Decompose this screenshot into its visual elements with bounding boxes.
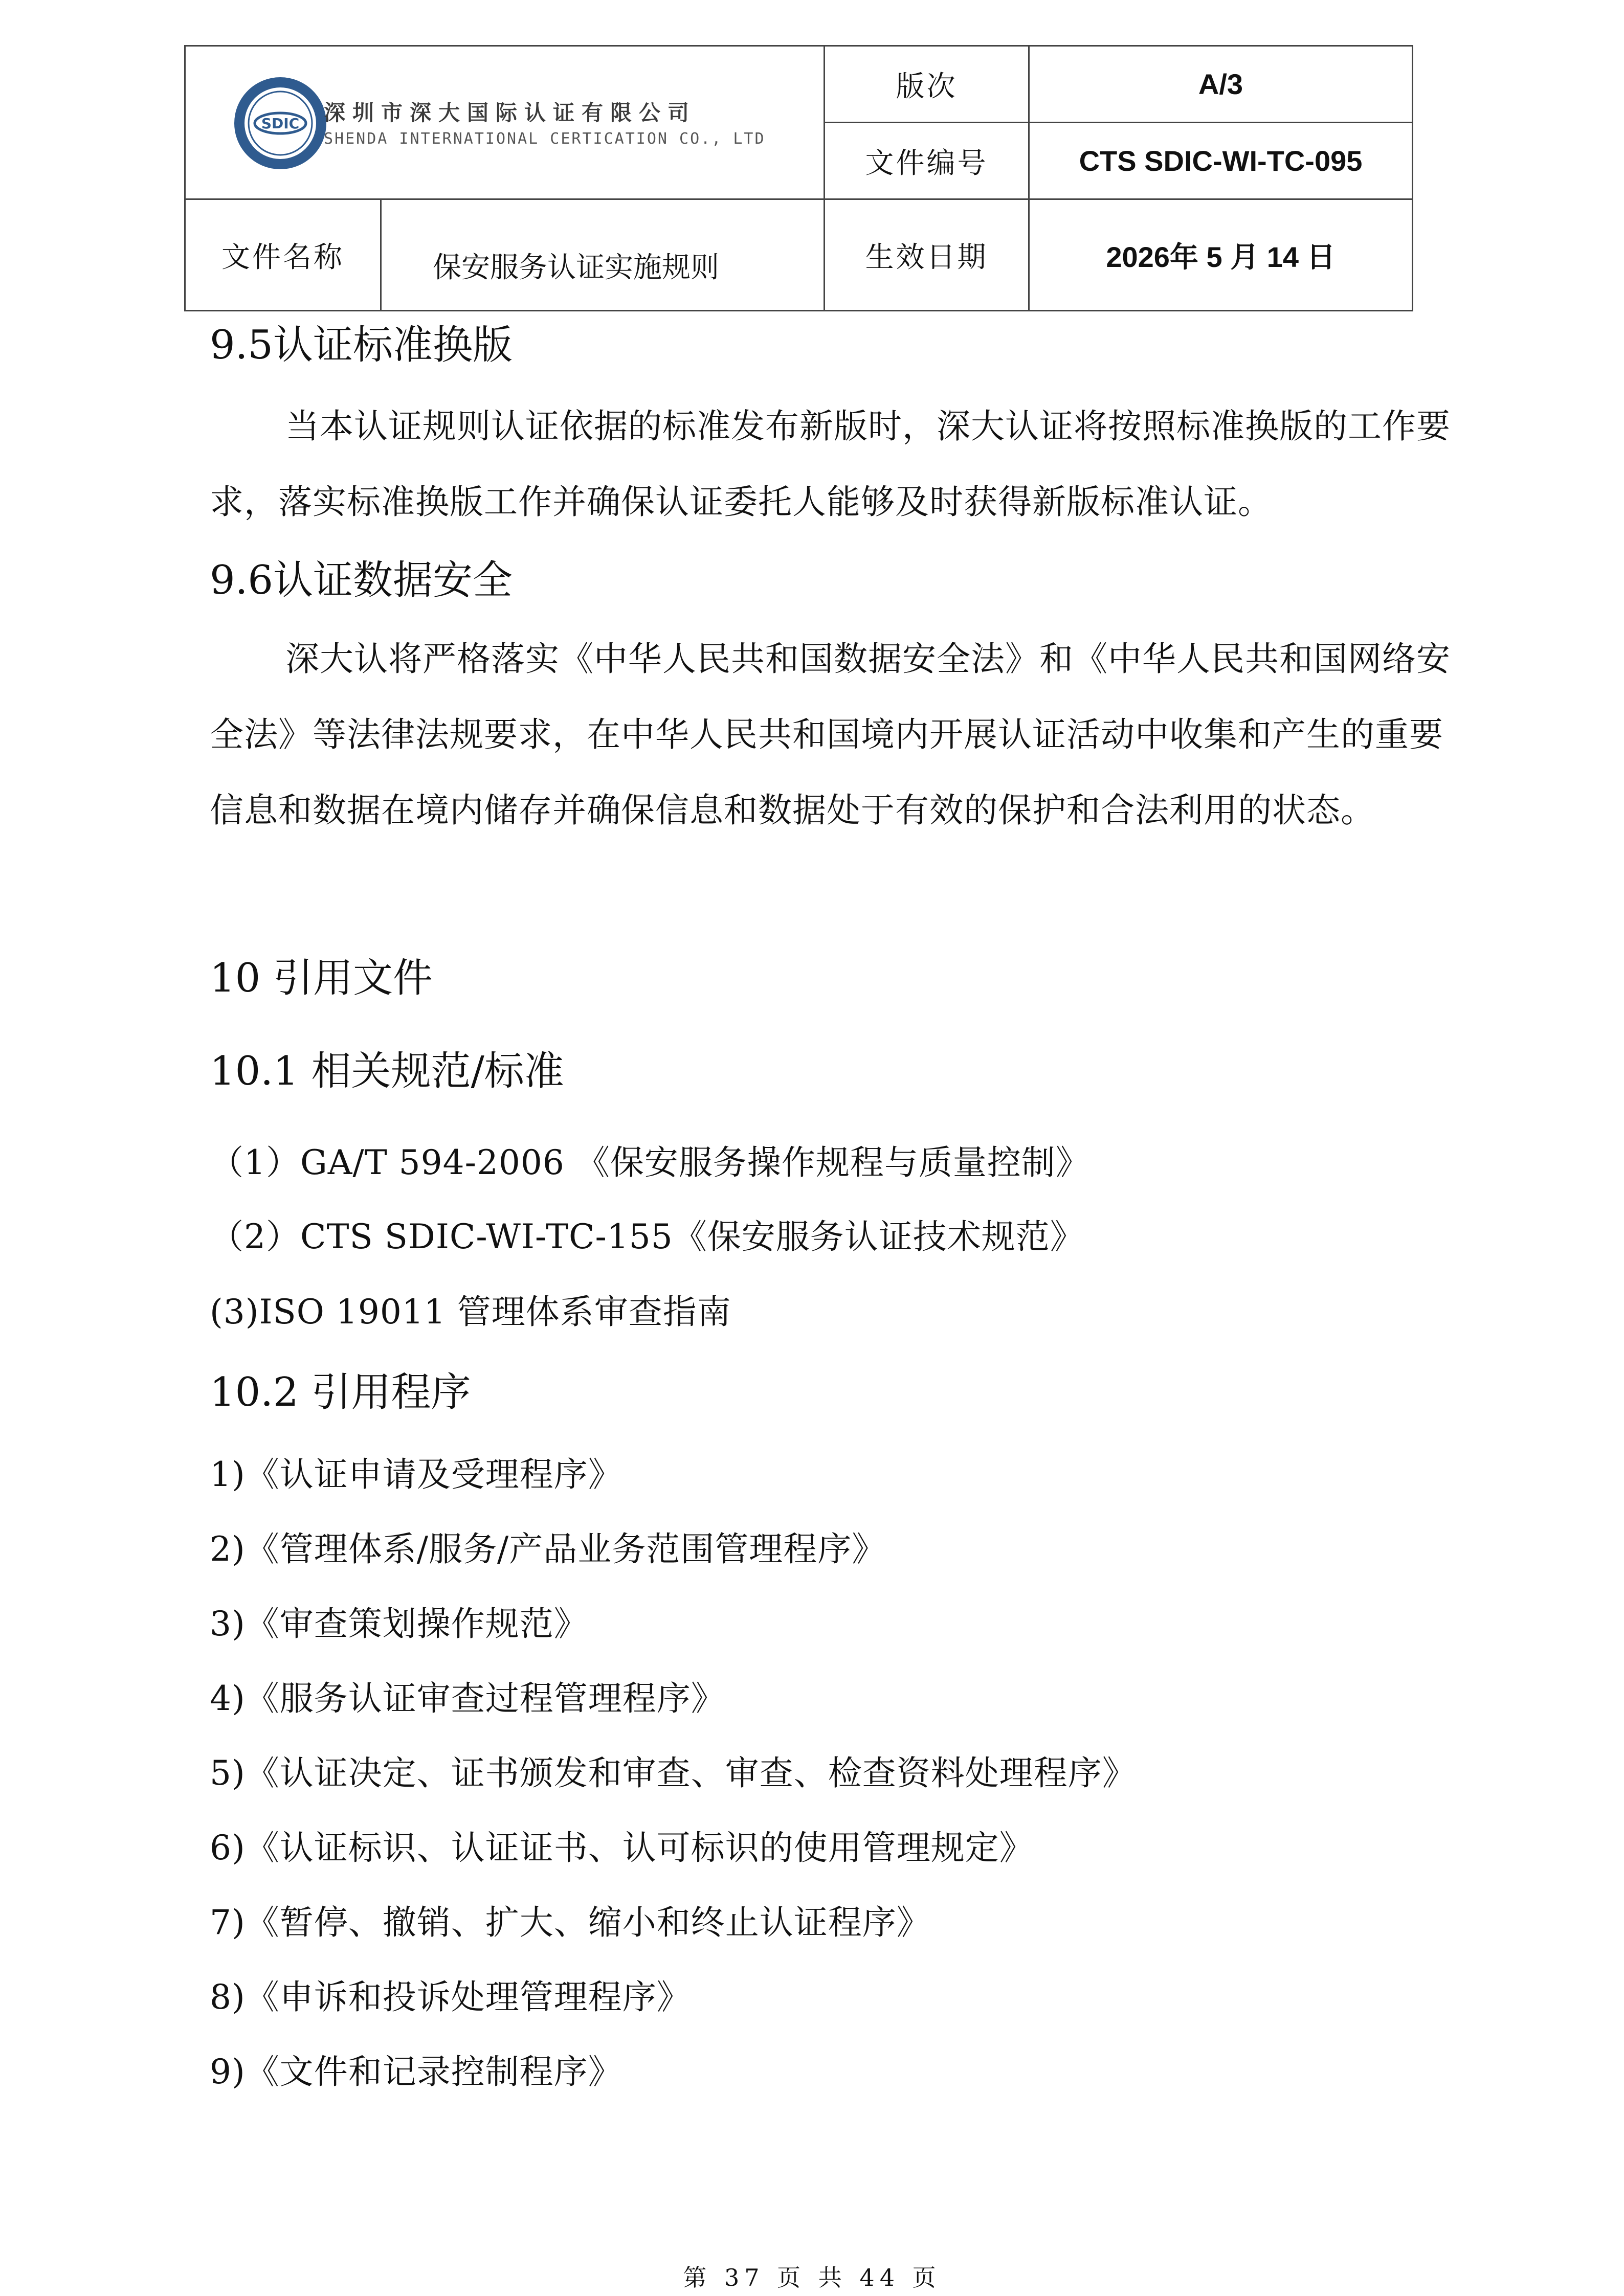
effective-date-value: 2026年 5 月 14 日 (1029, 199, 1413, 311)
company-name-cn: 深圳市深大国际认证有限公司 (324, 100, 697, 125)
doc-number-value: CTS SDIC-WI-TC-095 (1029, 123, 1413, 199)
procedure-item: 4)《服务认证审查过程管理程序》 (210, 1679, 725, 1718)
procedure-item: 1)《认证申请及受理程序》 (210, 1455, 622, 1494)
section-9-6-heading: 9.6认证数据安全 (210, 557, 513, 603)
company-logo (232, 75, 794, 208)
version-label: 版次 (825, 46, 1029, 123)
procedure-item: 3)《审查策划操作规范》 (210, 1604, 588, 1644)
doc-number-label: 文件编号 (825, 123, 1029, 199)
effective-date-label: 生效日期 (825, 199, 1029, 311)
standard-item: （1）GA/T 594-2006 《保安服务操作规程与质量控制》 (210, 1143, 1090, 1182)
section-10-2-heading: 10.2 引用程序 (210, 1369, 471, 1415)
procedure-item: 2)《管理体系/服务/产品业务范围管理程序》 (210, 1529, 886, 1569)
procedure-item: 7)《暂停、撤销、扩大、缩小和终止认证程序》 (210, 1903, 931, 1942)
procedure-item: 6)《认证标识、认证证书、认可标识的使用管理规定》 (210, 1828, 1034, 1867)
section-10-1-heading: 10.1 相关规范/标准 (210, 1048, 564, 1094)
company-seal-icon (232, 75, 329, 172)
section-9-6-body: 深大认将严格落实《中华人民共和国数据安全法》和《中华人民共和国网络安全法》等法律法规要求，在中华人民共和国境内开展认证活动中收集和产生的重要信息和数据在境内储存并确保信息和数据处于有效的保护和合法利用的状态。 (210, 639, 1451, 830)
procedure-item: 9)《文件和记录控制程序》 (210, 2052, 622, 2091)
document-header-table (184, 45, 1413, 311)
doc-name-label: 文件名称 (221, 240, 344, 274)
section-9-5-heading: 9.5认证标准换版 (210, 322, 513, 368)
section-9-5-body: 当本认证规则认证依据的标准发布新版时，深大认证将按照标准换版的工作要求，落实标准换版工作并确保认证委托人能够及时获得新版标准认证。 (210, 407, 1451, 522)
version-value: A/3 (1029, 46, 1413, 123)
page-number-footer: 第 37 页 共 44 页 (683, 2264, 941, 2291)
standard-item: （2）CTS SDIC-WI-TC-155《保安服务认证技术规范》 (210, 1217, 1084, 1256)
doc-name-value: 保安服务认证实施规则 (433, 251, 719, 284)
company-name-en: SHENDA INTERNATIONAL CERTICATION CO., LTD (324, 130, 766, 148)
doc-name-cell (185, 199, 825, 311)
seal-text: SDIC (261, 115, 300, 132)
section-10-heading: 10 引用文件 (210, 955, 433, 1001)
procedure-item: 8)《申诉和投诉处理管理程序》 (210, 1977, 691, 2017)
logo-cell (185, 46, 825, 199)
standard-item: (3)ISO 19011 管理体系审查指南 (210, 1292, 731, 1332)
procedure-item: 5)《认证决定、证书颁发和审查、审查、检查资料处理程序》 (210, 1753, 1137, 1793)
